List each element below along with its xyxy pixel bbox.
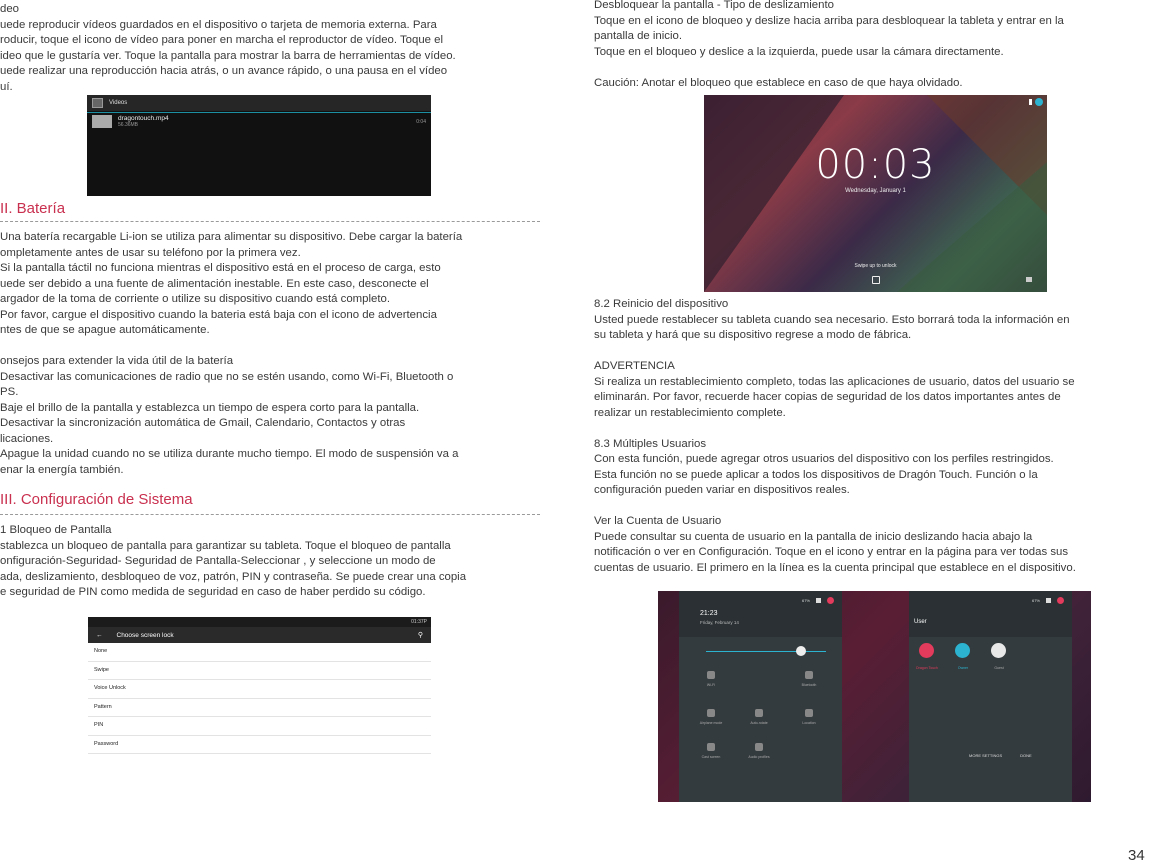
- video-file-row[interactable]: [87, 113, 431, 130]
- battery-section: [0, 230, 462, 478]
- battery-heading: II. Batería: [0, 200, 66, 217]
- video-heading: deo: [0, 3, 20, 15]
- video-app-icon: [92, 98, 103, 108]
- wifi-icon: [707, 671, 715, 679]
- qs-date: Friday, February 14: [700, 620, 739, 625]
- video-app-bar: [87, 95, 431, 111]
- caution-line: Caución: Anotar el bloqueo que establece en caso de que haya olvidado.: [594, 76, 963, 89]
- qs-time: 21:23: [700, 610, 718, 617]
- more-settings-button[interactable]: MORE SETTINGS: [969, 753, 1003, 758]
- battery-line: enar la energía también.: [0, 463, 124, 476]
- video-line: roducir, toque el icono de vídeo para poner en marcha el reproductor de vídeo. Toque el: [0, 34, 444, 46]
- video-thumbnail: [92, 115, 112, 128]
- screen-lock-title: Choose screen lock: [116, 631, 174, 639]
- blank-line: [594, 499, 1076, 515]
- lock-option[interactable]: Pattern: [88, 699, 431, 718]
- lockscreen-clock: 00:03: [815, 142, 936, 188]
- lock-option[interactable]: Voice Unlock: [88, 680, 431, 699]
- video-section: [0, 2, 456, 95]
- video-player-screenshot: [87, 95, 431, 196]
- done-button[interactable]: DONE: [1020, 753, 1032, 758]
- lock-icon[interactable]: [872, 276, 880, 284]
- battery-line: uede ser debido a una fuente de alimentación inestable. En este caso, desconecte el: [0, 277, 429, 290]
- rotate-icon: [755, 709, 763, 717]
- avatar-owner[interactable]: [955, 643, 970, 658]
- battery-line: argador de la toma de corriente o utilize su dispositivo cuando está completo.: [0, 293, 391, 305]
- reset-line: su tableta y hará que su dispositivo regrese a modo de fábrica.: [594, 329, 912, 341]
- user-status-icons: [1032, 597, 1064, 604]
- status-bar: 01:37P: [88, 617, 431, 627]
- airplane-icon: [707, 709, 715, 717]
- video-line: uí.: [0, 80, 13, 93]
- battery-line: ompletamente antes de usar su teléfono por la primera vez.: [0, 246, 301, 259]
- user-name: Dragon Touch: [916, 666, 938, 670]
- section-divider: [0, 514, 540, 515]
- gear-icon[interactable]: [1046, 598, 1051, 603]
- view-account-line: cuentas de usuario. El primero en la línea es la cuenta principal que establece en el dispositivo.: [594, 561, 1076, 574]
- user-panel-buttons: [969, 753, 1032, 758]
- tile-label: Cast screen: [701, 755, 721, 759]
- screen-lock-title-bar: [88, 627, 431, 643]
- video-app-title: Videos: [109, 100, 128, 106]
- avatar-dragon-touch[interactable]: [919, 643, 934, 658]
- users-line: Esta función no se puede aplicar a todos los dispositivos de Dragón Touch. Función o la: [594, 468, 1038, 481]
- unlock-line: pantalla de inicio.: [594, 30, 683, 42]
- qs-status-icons: [802, 597, 834, 604]
- user-name: Owner: [957, 666, 969, 670]
- warning-heading: ADVERTENCIA: [594, 360, 675, 372]
- quick-settings-header: [679, 591, 842, 637]
- battery-level: 67%: [801, 598, 810, 603]
- video-file-meta: 56.36MB: [118, 122, 139, 128]
- warning-line: eliminarán. Por favor, recuerde hacer copias de seguridad de los datos importantes antes de: [594, 391, 1061, 403]
- battery-line: Apague la unidad cuando no se utiliza durante mucho tiempo. El modo de suspensión va a: [0, 448, 459, 460]
- lock-option[interactable]: Password: [88, 736, 431, 755]
- brightness-slider[interactable]: [706, 651, 826, 652]
- reset-line: Usted puede restablecer su tableta cuando sea necesario. Esto borrará toda la información en: [594, 313, 1070, 326]
- view-account-line: Puede consultar su cuenta de usuario en la pantalla de inicio deslizando hacia abajo la: [594, 530, 1033, 543]
- users-line: Con esta función, puede agregar otros usuarios del dispositivo con los perfiles restringidos.: [594, 453, 1054, 465]
- battery-tips-heading: onsejos para extender la vida útil de la batería: [0, 355, 234, 367]
- users-heading: 8.3 Múltiples Usuarios: [594, 437, 707, 450]
- tile-label: Airplane mode: [699, 721, 723, 725]
- battery-line: Una batería recargable Li-ion se utiliza para alimentar su dispositivo. Debe cargar la batería: [0, 231, 463, 243]
- user-avatar-icon[interactable]: [1057, 597, 1064, 604]
- screen-lock-screenshot: [88, 617, 431, 781]
- battery-line: Desactivar las comunicaciones de radio que no se estén usando, como Wi-Fi, Bluetooth o: [0, 370, 454, 383]
- lock-option[interactable]: Swipe: [88, 662, 431, 681]
- lock-option[interactable]: PIN: [88, 717, 431, 736]
- config-heading: III. Configuración de Sistema: [0, 491, 193, 508]
- status-bar: [1029, 98, 1043, 106]
- tile-label: Audio profiles: [748, 755, 770, 759]
- battery-icon: [1029, 99, 1032, 105]
- reset-and-users-section: [594, 297, 1076, 576]
- brightness-slider-knob[interactable]: [796, 646, 806, 656]
- battery-line: PS.: [0, 386, 19, 398]
- user-avatar-icon[interactable]: [827, 597, 834, 604]
- tile-label: Bluetooth: [801, 683, 817, 687]
- battery-line: licaciones.: [0, 432, 54, 445]
- video-file-name: dragontouch.mp4: [118, 115, 169, 122]
- search-icon[interactable]: ⚲: [417, 632, 423, 639]
- battery-line: Desactivar la sincronización automática de Gmail, Calendario, Contactos y otras: [0, 417, 406, 429]
- gear-icon[interactable]: [816, 598, 821, 603]
- config-line: 1 Bloqueo de Pantalla: [0, 524, 112, 536]
- user-name: Guest: [994, 666, 1004, 670]
- config-line: stablezca un bloqueo de pantalla para garantizar su tableta. Toque el bloqueo de pantalla: [0, 539, 451, 552]
- tile-auto-rotate[interactable]: [739, 709, 779, 725]
- battery-line: Por favor, cargue el dispositivo cuando la bateria está baja con el icono de advertencia: [0, 308, 437, 321]
- user-icon: [1035, 98, 1043, 106]
- battery-line: [0, 339, 462, 355]
- camera-icon[interactable]: [1026, 277, 1032, 282]
- audio-icon: [755, 743, 763, 751]
- reset-heading: 8.2 Reinicio del dispositivo: [594, 298, 729, 310]
- video-line: uede reproducir vídeos guardados en el dispositivo o tarjeta de memoria externa. Para: [0, 18, 437, 31]
- page-number: 34: [1128, 847, 1145, 864]
- lock-option[interactable]: None: [88, 643, 431, 662]
- unlock-line: [594, 60, 1064, 76]
- user-panel: [909, 591, 1072, 802]
- battery-line: Baje el brillo de la pantalla y establezca un tiempo de espera corto para la pantalla.: [0, 401, 420, 414]
- tile-audio-profiles[interactable]: [739, 743, 779, 759]
- bluetooth-icon: [805, 671, 813, 679]
- quick-settings-screenshot: [658, 591, 1091, 802]
- warning-line: realizar un restablecimiento complete.: [594, 406, 786, 419]
- location-icon: [805, 709, 813, 717]
- warning-line: Si realiza un restablecimiento completo, todas las aplicaciones de usuario, datos del usuario se: [594, 375, 1075, 388]
- users-line: configuración pueden variar en dispositivos reales.: [594, 484, 850, 496]
- user-panel-title: User: [914, 619, 927, 625]
- battery-line: ntes de que se apague automáticamente.: [0, 324, 210, 336]
- view-account-heading: Ver la Cuenta de Usuario: [594, 515, 722, 527]
- swipe-hint: Swipe up to unlock: [854, 263, 897, 269]
- battery-line: Si la pantalla táctil no funciona mientras el dispositivo está en el proceso de carga, esto: [0, 262, 441, 274]
- avatar-guest[interactable]: [991, 643, 1006, 658]
- battery-level: 67%: [1031, 598, 1040, 603]
- tile-label: Auto-rotate: [750, 721, 768, 725]
- tile-bluetooth[interactable]: [789, 671, 829, 687]
- config-line: ada, deslizamiento, desbloqueo de voz, patrón, PIN y contraseña. Se puede crear una copia: [0, 570, 467, 583]
- lockscreen-screenshot: [704, 95, 1047, 292]
- view-account-line: notificación o ver en Configuración. Toque en el icono y entrar en la página para ver todas sus: [594, 546, 1069, 558]
- lockscreen-date: Wednesday, January 1: [845, 188, 906, 194]
- config-line: onfiguración-Seguridad- Seguridad de Pantalla-Seleccionar , y seleccione un modo de: [0, 555, 436, 567]
- unlock-line: Toque en el bloqueo y deslice a la izquierda, puede usar la cámara directamente.: [594, 45, 1004, 58]
- config-line: e seguridad de PIN como medida de seguridad en caso de haber perdido su código.: [0, 586, 426, 598]
- config-section: [0, 523, 466, 601]
- tile-cast[interactable]: [691, 743, 731, 759]
- tile-label: Wi-Fi: [706, 683, 716, 687]
- tile-airplane[interactable]: [691, 709, 731, 725]
- unlock-line: Toque en el icono de bloqueo y deslize hacia arriba para desbloquear la tableta y entrar en la: [594, 14, 1064, 27]
- blank-line: [594, 421, 1076, 437]
- video-line: ideo que le gustaría ver. Toque la pantalla para mostrar la barra de herramientas de vídeo.: [0, 49, 456, 62]
- quick-settings-panel: [679, 591, 842, 802]
- tile-location[interactable]: [789, 709, 829, 725]
- tile-label: Location: [802, 721, 816, 725]
- unlock-section: [594, 0, 1064, 91]
- back-arrow-icon[interactable]: ←: [96, 631, 103, 639]
- video-line: uede realizar una reproducción hacia atrás, o un avance rápido, o una pausa en el vídeo: [0, 65, 448, 77]
- tile-wifi[interactable]: [691, 671, 731, 687]
- user-panel-header: [909, 591, 1072, 637]
- video-duration: 0:04: [416, 118, 426, 125]
- cast-icon: [707, 743, 715, 751]
- blank-line: [594, 344, 1076, 360]
- unlock-heading: Desbloquear la pantalla - Tipo de deslizamiento: [594, 0, 834, 11]
- section-divider: [0, 221, 540, 222]
